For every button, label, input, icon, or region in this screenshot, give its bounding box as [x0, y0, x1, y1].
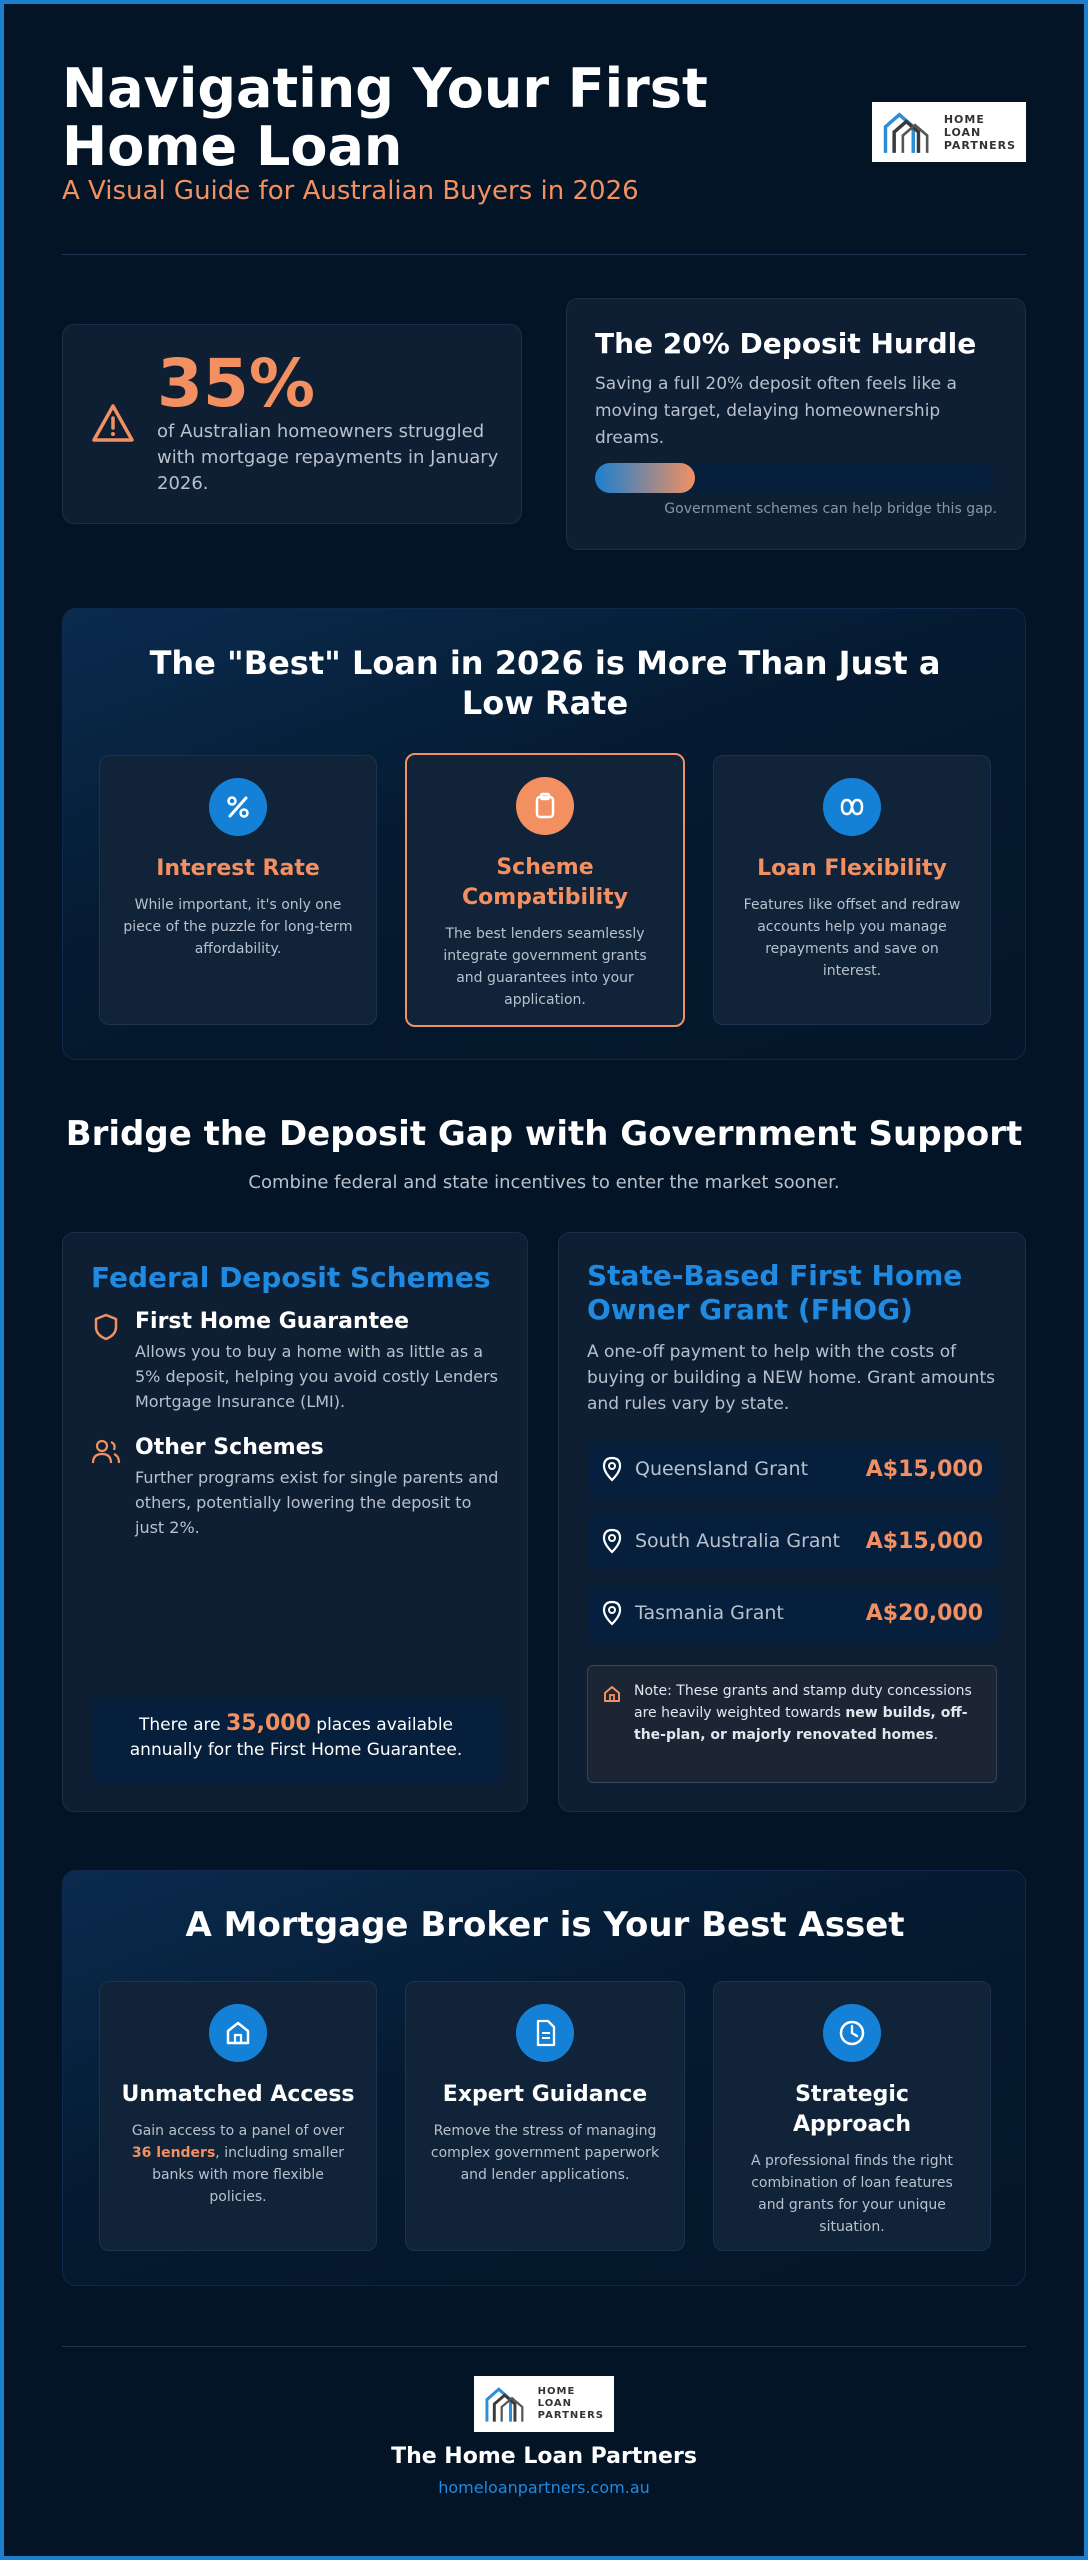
clock-icon: [823, 2004, 881, 2062]
federal-item-title: Other Schemes: [135, 1435, 324, 1460]
deposit-progress-track: [595, 463, 993, 493]
location-pin-icon: [601, 1528, 623, 1554]
shield-icon: [93, 1313, 119, 1341]
feature-title: Interest Rate: [156, 856, 320, 881]
warning-icon: [91, 403, 135, 443]
state-card: [558, 1232, 1026, 1812]
broker-card-title: Expert Guidance: [442, 2082, 648, 2107]
federal-item-text: Further programs exist for single parents and others, potentially lowering the deposit to just 2%.: [135, 1468, 499, 1537]
gap-subtitle: Combine federal and state incentives to enter the market sooner.: [248, 1172, 840, 1193]
federal-item-title: First Home Guarantee: [135, 1309, 410, 1334]
grant-label: Tasmania Grant: [635, 1602, 784, 1624]
house-logo-icon: [484, 2380, 530, 2428]
best-loan-title: The "Best" Loan in 2026 is More Than Just a Low Rate: [149, 644, 941, 722]
strategic-approach-card: [713, 1981, 991, 2251]
broker-card-text: Gain access to a panel of over 36 lenders, including smaller banks with more flexible policies.: [131, 2123, 345, 2205]
header-divider: [62, 254, 1026, 255]
loan-flexibility-card: [713, 755, 991, 1025]
best-loan-panel: [62, 608, 1026, 1060]
feature-desc: Features like offset and redraw accounts help you manage repayments and save on interest.: [743, 897, 961, 979]
grant-note: [587, 1665, 997, 1783]
guarantee-note: There are 35,000 places available annually for the First Home Guarantee.: [91, 1697, 501, 1783]
unmatched-access-card: [99, 1981, 377, 2251]
deposit-progress-fill: [595, 463, 695, 493]
grant-row-tasmania: [587, 1585, 997, 1641]
federal-title: Federal Deposit Schemes: [91, 1261, 491, 1294]
federal-card: [62, 1232, 528, 1812]
gap-title: Bridge the Deposit Gap with Government Support: [65, 1114, 1023, 1154]
guarantee-places-count: 35,000: [225, 1711, 311, 1736]
grant-amount: A$20,000: [865, 1600, 983, 1626]
federal-item-text: Allows you to buy a home with as little as a 5% deposit, helping you avoid costly Lenders Mortgage Insurance (LMI).: [135, 1342, 499, 1411]
percent-icon: [209, 778, 267, 836]
footer-divider: [62, 2346, 1026, 2347]
stat-text: of Australian homeowners struggled with mortgage repayments in January 2026.: [157, 421, 499, 494]
home-icon: [209, 2004, 267, 2062]
users-icon: [91, 1439, 121, 1465]
deposit-caption: Government schemes can help bridge this gap.: [664, 501, 997, 517]
footer-website-link[interactable]: homeloanpartners.com.au: [438, 2478, 650, 2497]
location-pin-icon: [601, 1600, 623, 1626]
expert-guidance-card: [405, 1981, 685, 2251]
grant-row-queensland: [587, 1441, 997, 1497]
grant-note-text: Note: These grants and stamp duty concessions are heavily weighted towards new builds, off-the-plan, or majorly renovated homes.: [634, 1683, 972, 1743]
scheme-compatibility-card: [405, 753, 685, 1027]
location-pin-icon: [601, 1456, 623, 1482]
state-text: A one-off payment to help with the costs of buying or building a NEW home. Grant amounts and rules vary by state.: [587, 1342, 995, 1414]
broker-card-text: Remove the stress of managing complex government paperwork and lender applications.: [430, 2123, 660, 2183]
footer-company-name: The Home Loan Partners: [391, 2444, 697, 2469]
broker-card-title: Unmatched Access: [121, 2082, 355, 2107]
grant-label: Queensland Grant: [635, 1458, 809, 1480]
stat-card: [62, 324, 522, 524]
logo-text: HOME LOAN PARTNERS: [537, 2386, 604, 2421]
lender-count: 36 lenders: [131, 2145, 216, 2161]
logo-text: HOME LOAN PARTNERS: [943, 112, 1016, 152]
clipboard-icon: [516, 777, 574, 835]
feature-desc: The best lenders seamlessly integrate government grants and guarantees into your application.: [443, 926, 647, 1008]
grant-label: South Australia Grant: [635, 1530, 841, 1552]
grant-amount: A$15,000: [865, 1456, 983, 1482]
grant-row-south-australia: [587, 1513, 997, 1569]
broker-card-title: Strategic Approach: [792, 2082, 912, 2137]
flexibility-icon: [823, 778, 881, 836]
state-title: State-Based First Home Owner Grant (FHOG): [587, 1259, 963, 1326]
deposit-title: The 20% Deposit Hurdle: [595, 327, 977, 360]
broker-card-text: A professional finds the right combination of loan features and grants for your unique situation.: [751, 2153, 953, 2235]
document-icon: [516, 2004, 574, 2062]
interest-rate-card: [99, 755, 377, 1025]
deposit-card: [566, 298, 1026, 550]
brand-logo: [872, 102, 1026, 162]
feature-title: Scheme Compatibility: [461, 855, 629, 910]
broker-panel: [62, 1870, 1026, 2286]
home-note-icon: [602, 1684, 622, 1704]
grant-amount: A$15,000: [865, 1528, 983, 1554]
house-logo-icon: [882, 106, 936, 158]
stat-value: 35%: [157, 345, 315, 422]
feature-desc: While important, it's only one piece of the puzzle for long-term affordability.: [123, 897, 353, 957]
footer-logo: [474, 2376, 614, 2432]
page-title: Navigating Your First Home Loan: [62, 57, 708, 178]
deposit-text: Saving a full 20% deposit often feels like a moving target, delaying homeownership dreams.: [595, 374, 957, 448]
feature-title: Loan Flexibility: [757, 856, 947, 881]
page-subtitle: A Visual Guide for Australian Buyers in 2026: [62, 176, 639, 206]
broker-title: A Mortgage Broker is Your Best Asset: [185, 1905, 905, 1945]
